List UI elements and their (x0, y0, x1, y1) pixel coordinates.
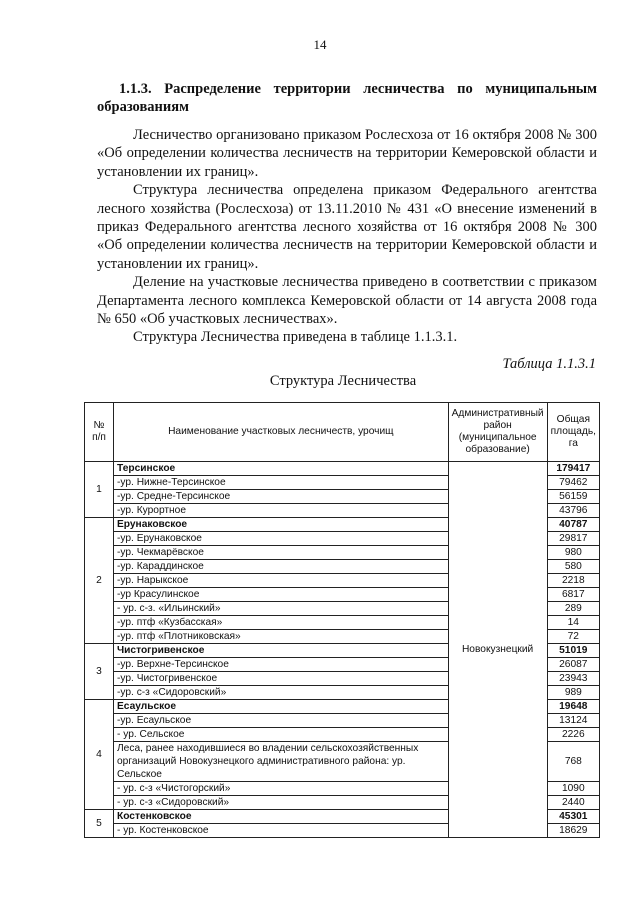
area-value: 1090 (547, 782, 599, 796)
tract-name: -ур. Курортное (114, 504, 449, 518)
paragraph: Лесничество организовано приказом Рослесхоза от 16 октября 2008 № 300 «Об определении количества лесничеств на территории Кемеровской области и установлении их границ». (97, 127, 597, 180)
forestry-name: Ерунаковское (114, 518, 449, 532)
tract-name: -ур. Ерунаковское (114, 532, 449, 546)
paragraph: Структура Лесничества приведена в таблице 1.1.3.1. (133, 329, 458, 346)
area-value: 2226 (547, 728, 599, 742)
area-value: 989 (547, 686, 599, 700)
area-value: 2440 (547, 796, 599, 810)
area-value: 580 (547, 560, 599, 574)
tract-name: Леса, ранее находившиеся во владении сельскохозяйственных организаций Новокузнецкого административного района: ур. Сельское (114, 742, 449, 782)
header-name: Наименование участковых лесничеств, урочищ (114, 403, 449, 462)
area-value: 45301 (547, 810, 599, 824)
tract-name: -ур. птф «Плотниковская» (114, 630, 449, 644)
area-value: 14 (547, 616, 599, 630)
paragraph: Деление на участковые лесничества приведено в соответствии с приказом Департамента лесного комплекса Кемеровской области от 14 августа 2008 года № 650 «Об участковых лесничествах». (97, 274, 597, 328)
body-text (97, 126, 597, 347)
paragraph: Структура лесничества определена приказом Федерального агентства лесного хозяйства (Рослесхоза) от 13.11.2010 № 431 «О внесение изменений в приказ Федерального агентства лесного хозяйства от 16 октября 2008 № 300 «Об определении количества лесничеств на территории Кемеровской области и установлении их границ». (97, 182, 597, 272)
area-value: 768 (547, 742, 599, 782)
district-cell: Новокузнецкий (448, 462, 547, 838)
table-row (85, 462, 600, 476)
tract-name: -ур. птф «Кузбасская» (114, 616, 449, 630)
table-body (85, 462, 600, 838)
page-number: 14 (313, 37, 327, 52)
area-value: 179417 (547, 462, 599, 476)
tract-name: -ур. Чекмарёвское (114, 546, 449, 560)
section-number: 1.1.3. (119, 81, 152, 97)
section-heading (97, 80, 597, 116)
area-value: 2218 (547, 574, 599, 588)
tract-name: -ур. Нарыкское (114, 574, 449, 588)
table-header-row (85, 403, 600, 462)
forestry-name: Есаульское (114, 700, 449, 714)
row-number: 4 (85, 700, 114, 810)
forestry-name: Чистогривенское (114, 644, 449, 658)
row-number: 2 (85, 518, 114, 644)
area-value: 40787 (547, 518, 599, 532)
structure-table (84, 402, 600, 838)
area-value: 56159 (547, 490, 599, 504)
row-number: 3 (85, 644, 114, 700)
header-area: Общая площадь, га (547, 403, 599, 462)
tract-name: -ур. с-з «Сидоровский» (114, 686, 449, 700)
area-value: 289 (547, 602, 599, 616)
area-value: 18629 (547, 824, 599, 838)
tract-name: -ур. Верхне-Терсинское (114, 658, 449, 672)
header-num: № п/п (85, 403, 114, 462)
tract-name: - ур. с-з «Чистогорский» (114, 782, 449, 796)
row-number: 5 (85, 810, 114, 838)
area-value: 6817 (547, 588, 599, 602)
tract-name: - ур. с-з. «Ильинский» (114, 602, 449, 616)
row-number: 1 (85, 462, 114, 518)
section-title: Распределение территории лесничества по муниципальным образованиям (97, 81, 597, 115)
area-value: 980 (547, 546, 599, 560)
forestry-name: Терсинское (114, 462, 449, 476)
area-value: 79462 (547, 476, 599, 490)
header-district: Административный район (муниципальное образование) (448, 403, 547, 462)
tract-name: - ур. с-з «Сидоровский» (114, 796, 449, 810)
area-value: 72 (547, 630, 599, 644)
table-caption: Таблица 1.1.3.1 (502, 356, 596, 372)
area-value: 19648 (547, 700, 599, 714)
forestry-name: Костенковское (114, 810, 449, 824)
tract-name: -ур. Чистогривенское (114, 672, 449, 686)
tract-name: -ур. Есаульское (114, 714, 449, 728)
tract-name: -ур. Средне-Терсинское (114, 490, 449, 504)
tract-name: -ур Красулинское (114, 588, 449, 602)
area-value: 23943 (547, 672, 599, 686)
tract-name: -ур. Караддинское (114, 560, 449, 574)
table-title: Структура Лесничества (269, 373, 417, 389)
area-value: 26087 (547, 658, 599, 672)
area-value: 51019 (547, 644, 599, 658)
tract-name: -ур. Нижне-Терсинское (114, 476, 449, 490)
tract-name: - ур. Сельское (114, 728, 449, 742)
area-value: 13124 (547, 714, 599, 728)
area-value: 29817 (547, 532, 599, 546)
area-value: 43796 (547, 504, 599, 518)
tract-name: - ур. Костенковское (114, 824, 449, 838)
